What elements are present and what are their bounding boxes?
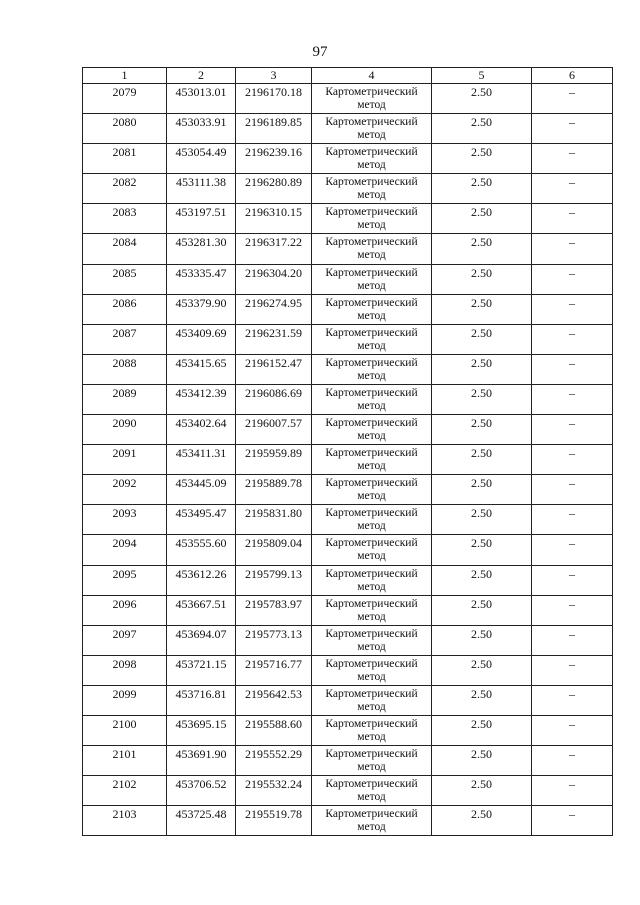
method-line-2: метод [357, 550, 386, 563]
table-row [83, 535, 613, 565]
cell-x-coordinate: 453335.47 [167, 264, 236, 294]
method-line-2: метод [357, 399, 386, 412]
cell-point-id: 2093 [83, 505, 167, 535]
cell-x-coordinate: 453379.90 [167, 294, 236, 324]
method-line-1: Картометрический [325, 206, 418, 219]
table-row [83, 384, 613, 414]
header-row [83, 68, 613, 84]
cell-method [312, 505, 432, 535]
method-line-2: метод [357, 580, 386, 593]
cell-note: – [532, 746, 613, 776]
cell-value: 2.50 [432, 505, 532, 535]
cell-note: – [532, 655, 613, 685]
method-line-1: Картометрический [325, 386, 418, 399]
cell-method [312, 234, 432, 264]
cell-point-id: 2101 [83, 746, 167, 776]
cell-value: 2.50 [432, 144, 532, 174]
method-line-1: Картометрический [325, 748, 418, 761]
cell-y-coordinate: 2195959.89 [236, 445, 312, 475]
table-row [83, 415, 613, 445]
cell-note: – [532, 264, 613, 294]
cell-note: – [532, 204, 613, 234]
method-line-2: метод [357, 520, 386, 533]
method-line-2: метод [357, 99, 386, 111]
cell-y-coordinate: 2196304.20 [236, 264, 312, 294]
cell-point-id: 2079 [83, 84, 167, 114]
cell-point-id: 2080 [83, 114, 167, 144]
cell-method [312, 625, 432, 655]
cell-note: – [532, 505, 613, 535]
header-col-6: 6 [532, 68, 613, 84]
cell-x-coordinate: 453694.07 [167, 625, 236, 655]
cell-y-coordinate: 2195799.13 [236, 565, 312, 595]
cell-method [312, 204, 432, 234]
cell-note: – [532, 445, 613, 475]
cell-x-coordinate: 453013.01 [167, 84, 236, 114]
method-line-2: метод [357, 791, 386, 804]
cell-value: 2.50 [432, 475, 532, 505]
table-body [83, 84, 613, 836]
coordinates-table [82, 67, 613, 836]
cell-point-id: 2082 [83, 174, 167, 204]
cell-value: 2.50 [432, 625, 532, 655]
table-row [83, 715, 613, 745]
cell-method [312, 174, 432, 204]
table-row [83, 84, 613, 114]
table-row [83, 685, 613, 715]
cell-point-id: 2092 [83, 475, 167, 505]
cell-method [312, 475, 432, 505]
cell-value: 2.50 [432, 264, 532, 294]
method-line-1: Картометрический [325, 356, 418, 369]
method-line-1: Картометрический [325, 176, 418, 189]
cell-point-id: 2085 [83, 264, 167, 294]
cell-y-coordinate: 2196170.18 [236, 84, 312, 114]
cell-point-id: 2088 [83, 354, 167, 384]
page-number: 97 [312, 44, 328, 60]
cell-value: 2.50 [432, 294, 532, 324]
cell-x-coordinate: 453415.65 [167, 354, 236, 384]
header-col-3: 3 [236, 68, 312, 84]
cell-value: 2.50 [432, 324, 532, 354]
method-line-1: Картометрический [325, 326, 418, 339]
cell-value: 2.50 [432, 746, 532, 776]
cell-note: – [532, 294, 613, 324]
cell-point-id: 2084 [83, 234, 167, 264]
cell-value: 2.50 [432, 595, 532, 625]
cell-value: 2.50 [432, 715, 532, 745]
cell-note: – [532, 84, 613, 114]
cell-point-id: 2090 [83, 415, 167, 445]
table-row [83, 806, 613, 836]
method-line-1: Картометрический [325, 86, 418, 98]
cell-method [312, 685, 432, 715]
cell-note: – [532, 354, 613, 384]
method-line-2: метод [357, 460, 386, 473]
table-row [83, 294, 613, 324]
cell-method [312, 384, 432, 414]
table-row [83, 475, 613, 505]
method-line-1: Картометрический [325, 447, 418, 460]
cell-note: – [532, 114, 613, 144]
cell-y-coordinate: 2196231.59 [236, 324, 312, 354]
table-row [83, 144, 613, 174]
table-row [83, 746, 613, 776]
cell-value: 2.50 [432, 565, 532, 595]
cell-x-coordinate: 453197.51 [167, 204, 236, 234]
cell-point-id: 2098 [83, 655, 167, 685]
cell-point-id: 2094 [83, 535, 167, 565]
cell-note: – [532, 625, 613, 655]
table-row [83, 505, 613, 535]
cell-method [312, 264, 432, 294]
cell-method [312, 294, 432, 324]
method-line-1: Картометрический [325, 236, 418, 249]
cell-x-coordinate: 453495.47 [167, 505, 236, 535]
header-col-2: 2 [167, 68, 236, 84]
method-line-2: метод [357, 821, 386, 834]
method-line-2: метод [357, 189, 386, 202]
cell-method [312, 84, 432, 114]
table-row [83, 776, 613, 806]
cell-y-coordinate: 2196317.22 [236, 234, 312, 264]
header-col-5: 5 [432, 68, 532, 84]
cell-y-coordinate: 2196086.69 [236, 384, 312, 414]
cell-y-coordinate: 2196007.57 [236, 415, 312, 445]
cell-method [312, 776, 432, 806]
cell-point-id: 2089 [83, 384, 167, 414]
method-line-2: метод [357, 430, 386, 443]
method-line-2: метод [357, 369, 386, 382]
cell-x-coordinate: 453721.15 [167, 655, 236, 685]
header-col-1: 1 [83, 68, 167, 84]
cell-point-id: 2103 [83, 806, 167, 836]
cell-point-id: 2087 [83, 324, 167, 354]
cell-y-coordinate: 2195831.80 [236, 505, 312, 535]
cell-x-coordinate: 453411.31 [167, 445, 236, 475]
table-row [83, 565, 613, 595]
method-line-1: Картометрический [325, 778, 418, 791]
cell-point-id: 2083 [83, 204, 167, 234]
cell-y-coordinate: 2196280.89 [236, 174, 312, 204]
method-line-1: Картометрический [325, 477, 418, 490]
cell-y-coordinate: 2196310.15 [236, 204, 312, 234]
cell-x-coordinate: 453281.30 [167, 234, 236, 264]
cell-value: 2.50 [432, 204, 532, 234]
cell-note: – [532, 715, 613, 745]
method-line-1: Картометрический [325, 808, 418, 821]
method-line-2: метод [357, 249, 386, 262]
table-row [83, 264, 613, 294]
cell-note: – [532, 174, 613, 204]
cell-method [312, 445, 432, 475]
cell-x-coordinate: 453691.90 [167, 746, 236, 776]
cell-value: 2.50 [432, 84, 532, 114]
cell-note: – [532, 324, 613, 354]
cell-y-coordinate: 2195809.04 [236, 535, 312, 565]
cell-point-id: 2096 [83, 595, 167, 625]
method-line-1: Картометрический [325, 717, 418, 730]
cell-x-coordinate: 453695.15 [167, 715, 236, 745]
method-line-2: метод [357, 159, 386, 172]
cell-x-coordinate: 453111.38 [167, 174, 236, 204]
method-line-2: метод [357, 339, 386, 352]
cell-note: – [532, 384, 613, 414]
method-line-1: Картометрический [325, 627, 418, 640]
cell-value: 2.50 [432, 354, 532, 384]
cell-y-coordinate: 2195783.97 [236, 595, 312, 625]
method-line-2: метод [357, 490, 386, 503]
cell-x-coordinate: 453725.48 [167, 806, 236, 836]
method-line-1: Картометрический [325, 507, 418, 520]
cell-method [312, 144, 432, 174]
cell-x-coordinate: 453054.49 [167, 144, 236, 174]
method-line-1: Картометрический [325, 537, 418, 550]
method-line-1: Картометрический [325, 116, 418, 129]
cell-value: 2.50 [432, 114, 532, 144]
cell-value: 2.50 [432, 535, 532, 565]
cell-point-id: 2099 [83, 685, 167, 715]
method-line-1: Картометрический [325, 417, 418, 430]
cell-method [312, 715, 432, 745]
cell-x-coordinate: 453402.64 [167, 415, 236, 445]
method-line-2: метод [357, 670, 386, 683]
cell-point-id: 2102 [83, 776, 167, 806]
cell-method [312, 114, 432, 144]
table-row [83, 204, 613, 234]
cell-method [312, 415, 432, 445]
header-col-4: 4 [312, 68, 432, 84]
method-line-1: Картометрический [325, 567, 418, 580]
cell-value: 2.50 [432, 806, 532, 836]
cell-method [312, 595, 432, 625]
cell-note: – [532, 595, 613, 625]
cell-x-coordinate: 453716.81 [167, 685, 236, 715]
cell-method [312, 806, 432, 836]
method-line-1: Картометрический [325, 146, 418, 159]
cell-point-id: 2095 [83, 565, 167, 595]
cell-x-coordinate: 453412.39 [167, 384, 236, 414]
cell-note: – [532, 685, 613, 715]
cell-value: 2.50 [432, 384, 532, 414]
table-row [83, 114, 613, 144]
cell-x-coordinate: 453667.51 [167, 595, 236, 625]
cell-note: – [532, 776, 613, 806]
cell-method [312, 746, 432, 776]
method-line-2: метод [357, 640, 386, 653]
cell-value: 2.50 [432, 776, 532, 806]
cell-method [312, 655, 432, 685]
cell-y-coordinate: 2196239.16 [236, 144, 312, 174]
cell-note: – [532, 806, 613, 836]
method-line-2: метод [357, 700, 386, 713]
cell-x-coordinate: 453555.60 [167, 535, 236, 565]
method-line-2: метод [357, 279, 386, 292]
cell-y-coordinate: 2196152.47 [236, 354, 312, 384]
table-row [83, 595, 613, 625]
method-line-2: метод [357, 761, 386, 774]
cell-point-id: 2091 [83, 445, 167, 475]
cell-y-coordinate: 2195889.78 [236, 475, 312, 505]
table-header [83, 68, 613, 84]
cell-point-id: 2086 [83, 294, 167, 324]
cell-y-coordinate: 2195552.29 [236, 746, 312, 776]
method-line-2: метод [357, 730, 386, 743]
table-row [83, 625, 613, 655]
cell-note: – [532, 144, 613, 174]
cell-point-id: 2081 [83, 144, 167, 174]
cell-y-coordinate: 2196189.85 [236, 114, 312, 144]
cell-y-coordinate: 2195532.24 [236, 776, 312, 806]
cell-x-coordinate: 453033.91 [167, 114, 236, 144]
cell-x-coordinate: 453612.26 [167, 565, 236, 595]
method-line-2: метод [357, 129, 386, 142]
table-row [83, 324, 613, 354]
cell-value: 2.50 [432, 174, 532, 204]
cell-point-id: 2097 [83, 625, 167, 655]
table-row [83, 234, 613, 264]
method-line-2: метод [357, 309, 386, 322]
method-line-1: Картометрический [325, 296, 418, 309]
table-row [83, 174, 613, 204]
method-line-2: метод [357, 610, 386, 623]
table-row [83, 655, 613, 685]
cell-x-coordinate: 453409.69 [167, 324, 236, 354]
cell-method [312, 354, 432, 384]
cell-y-coordinate: 2196274.95 [236, 294, 312, 324]
cell-value: 2.50 [432, 415, 532, 445]
method-line-1: Картометрический [325, 687, 418, 700]
cell-note: – [532, 565, 613, 595]
cell-point-id: 2100 [83, 715, 167, 745]
cell-y-coordinate: 2195519.78 [236, 806, 312, 836]
cell-y-coordinate: 2195588.60 [236, 715, 312, 745]
cell-method [312, 535, 432, 565]
cell-note: – [532, 475, 613, 505]
cell-y-coordinate: 2195773.13 [236, 625, 312, 655]
cell-method [312, 565, 432, 595]
cell-note: – [532, 415, 613, 445]
cell-note: – [532, 535, 613, 565]
method-line-2: метод [357, 219, 386, 232]
method-line-1: Картометрический [325, 597, 418, 610]
cell-value: 2.50 [432, 234, 532, 264]
cell-note: – [532, 234, 613, 264]
cell-value: 2.50 [432, 655, 532, 685]
table-row [83, 354, 613, 384]
cell-method [312, 324, 432, 354]
cell-y-coordinate: 2195716.77 [236, 655, 312, 685]
cell-x-coordinate: 453445.09 [167, 475, 236, 505]
cell-value: 2.50 [432, 685, 532, 715]
method-line-1: Картометрический [325, 266, 418, 279]
cell-x-coordinate: 453706.52 [167, 776, 236, 806]
method-line-1: Картометрический [325, 657, 418, 670]
cell-y-coordinate: 2195642.53 [236, 685, 312, 715]
cell-value: 2.50 [432, 445, 532, 475]
table-row [83, 445, 613, 475]
